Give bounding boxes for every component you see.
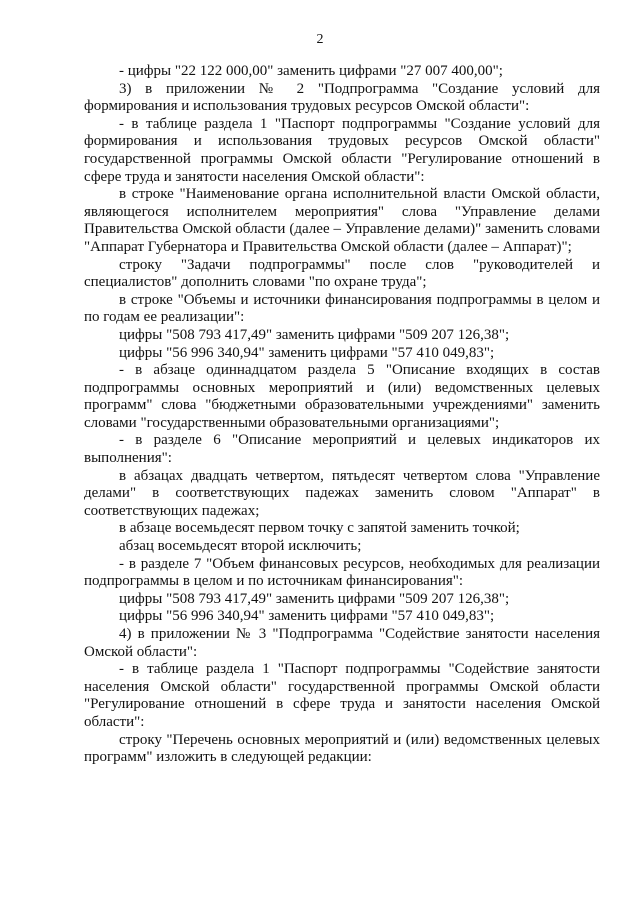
paragraph: цифры "508 793 417,49" заменить цифрами "509 207 126,38"; xyxy=(119,590,510,607)
paragraph: в строке "Объемы и источники финансирования подпрограммы в целом и по годам ее реализации": xyxy=(84,291,600,326)
paragraph: - в таблице раздела 1 "Паспорт подпрограммы "Содействие занятости населения Омской области" государственной программы Омской области "Регулирование отношений в сфере труда и занятости населения Омской области": xyxy=(84,661,600,730)
paragraph: цифры "56 996 340,94" заменить цифрами "57 410 049,83"; xyxy=(119,608,495,625)
page-number: 2 xyxy=(316,32,324,47)
paragraph: - цифры "22 122 000,00" заменить цифрами "27 007 400,00"; xyxy=(119,63,503,79)
paragraph: - в разделе 7 "Объем финансовых ресурсов, необходимых для реализации подпрограммы в целом и по источникам финансирования": xyxy=(84,555,600,590)
paragraph: в абзаце восемьдесят первом точку с запятой заменить точкой; xyxy=(119,520,520,537)
paragraph: строку "Перечень основных мероприятий и (или) ведомственных целевых программ" изложить в следующей редакции: xyxy=(84,731,600,766)
paragraph: цифры "508 793 417,49" заменить цифрами "509 207 126,38"; xyxy=(119,326,510,343)
document-body xyxy=(84,63,600,767)
paragraph: в абзацах двадцать четвертом, пятьдесят четвертом слова "Управление делами" в соответствующих падежах заменить словом "Аппарат" в соответствующих падежах; xyxy=(84,467,600,519)
paragraph: абзац восемьдесят второй исключить; xyxy=(119,538,362,555)
paragraph: - в разделе 6 "Описание мероприятий и целевых индикаторов их выполнения": xyxy=(84,432,600,467)
paragraph: 3) в приложении № 2 "Подпрограмма "Создание условий для формирования и использования трудовых ресурсов Омской области": xyxy=(84,80,600,115)
paragraph: в строке "Наименование органа исполнительной власти Омской области, являющегося исполнителем мероприятия" слова "Управление делами Правительства Омской области (далее – Управление делами)" заменить словами "Аппарат Губернатора и Правительства Омской области (далее – Аппарат)"; xyxy=(84,186,600,255)
paragraph: строку "Задачи подпрограммы" после слов "руководителей и специалистов" дополнить словами "по охране труда"; xyxy=(84,256,600,291)
paragraph: - в абзаце одиннадцатом раздела 5 "Описание входящих в состав подпрограммы основных мероприятий и (или) ведомственных целевых программ" слова "бюджетными образовательными учреждениями" заменить словами "государственными образовательными организациями"; xyxy=(84,362,600,431)
paragraph: - в таблице раздела 1 "Паспорт подпрограммы "Создание условий для формирования и использования трудовых ресурсов Омской области" государственной программы Омской области "Регулирование отношений в сфере труда и занятости населения Омской области": xyxy=(84,115,600,185)
paragraph: 4) в приложении № 3 "Подпрограмма "Содействие занятости населения Омской области": xyxy=(84,626,600,660)
paragraph: цифры "56 996 340,94" заменить цифрами "57 410 049,83"; xyxy=(119,344,495,361)
